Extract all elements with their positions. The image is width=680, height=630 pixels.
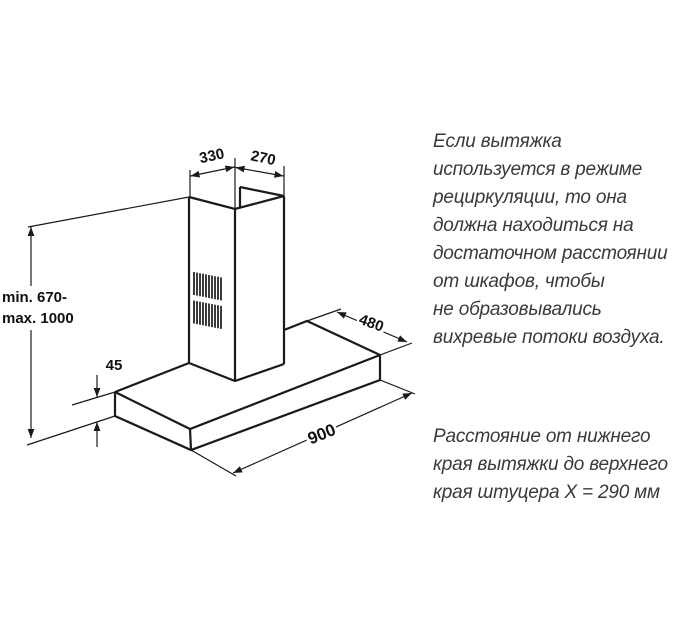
note-line: от шкафов, чтобы	[433, 271, 605, 292]
height-max-text: max. 1000	[2, 310, 74, 327]
note-line: Если вытяжка	[433, 131, 562, 152]
note-line: используется в режиме	[433, 159, 643, 180]
note-line: Расстояние от нижнего	[433, 426, 651, 447]
dim-label-480: 480	[355, 311, 388, 336]
note-line: должна находиться на	[433, 215, 634, 236]
dim-label-45: 45	[105, 356, 123, 374]
spigot-distance-note	[433, 423, 668, 507]
dim-label-900: 900	[303, 420, 340, 449]
hood-base-outline	[115, 321, 380, 450]
vent-grille-icon	[194, 272, 221, 329]
dim-330-line	[191, 167, 235, 176]
note-line: края вытяжки до верхнего	[433, 454, 668, 475]
dim-label-330: 330	[196, 146, 228, 168]
note-line: не образовывались	[433, 299, 602, 320]
height-min-text: min. 670-	[2, 289, 68, 306]
dim-270-line	[236, 168, 284, 177]
note-line: края штуцера X = 290 мм	[433, 482, 660, 503]
dim-label-height-range	[1, 286, 77, 330]
note-line: достаточном расстоянии	[433, 243, 668, 264]
dim-label-270: 270	[247, 148, 279, 170]
note-line: рециркуляции, то она	[433, 187, 627, 208]
recirculation-note	[433, 128, 667, 352]
note-line: вихревые потоки воздуха.	[433, 327, 665, 348]
